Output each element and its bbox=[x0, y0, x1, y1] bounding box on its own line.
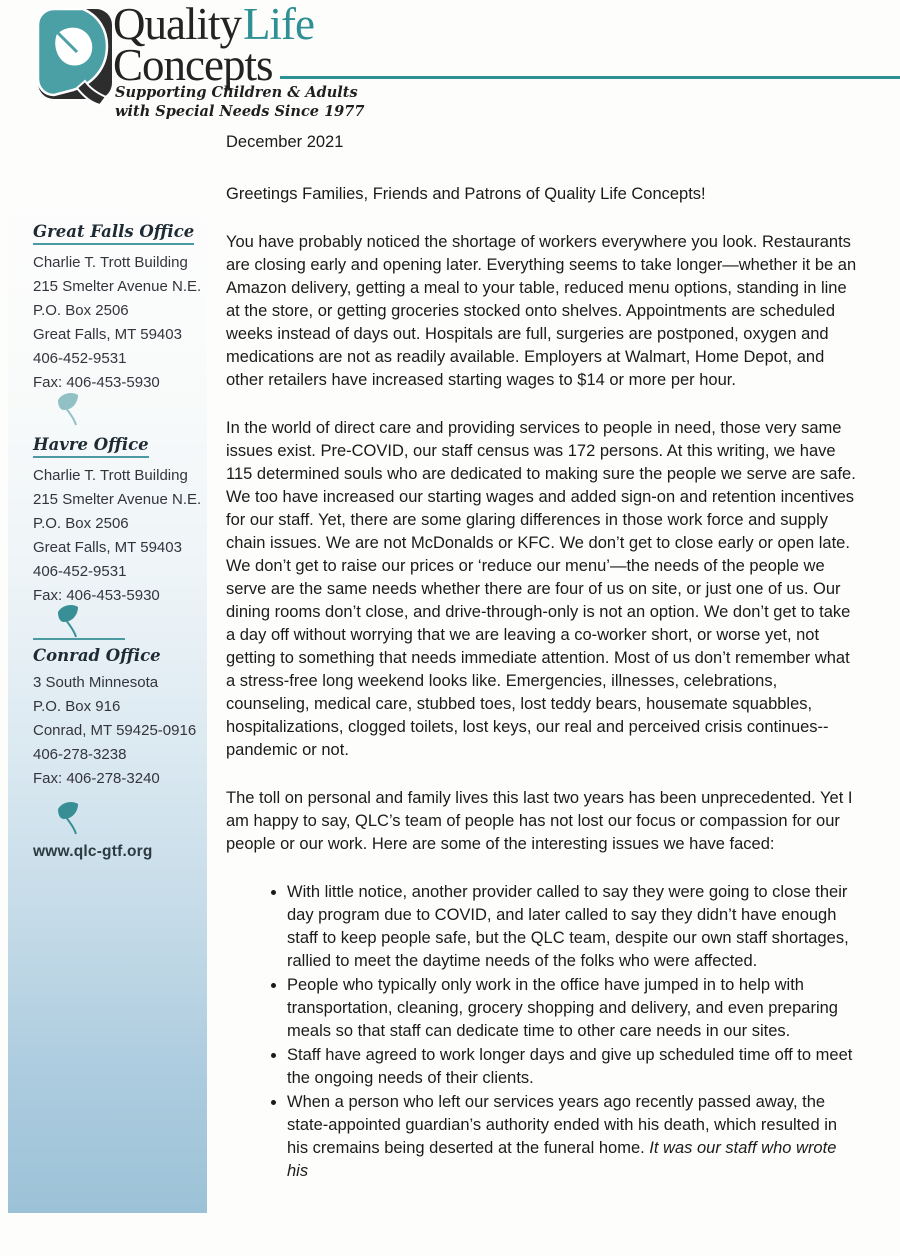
office-address-line: P.O. Box 2506 bbox=[33, 302, 129, 319]
tagline-line-1: Supporting Children & Adults bbox=[115, 84, 358, 101]
wordmark-life: Life bbox=[242, 0, 314, 49]
letter-greeting: Greetings Families, Friends and Patrons of Quality Life Concepts! bbox=[226, 185, 706, 203]
office-fax: Fax: 406-453-5930 bbox=[33, 587, 160, 604]
wordmark-concepts: Concepts bbox=[113, 40, 273, 90]
office-title: Havre Office bbox=[33, 435, 149, 458]
office-sidebar bbox=[8, 195, 207, 1213]
leaf-icon bbox=[53, 391, 83, 432]
wordmark-line-2 bbox=[113, 40, 900, 90]
header-accent-rule bbox=[280, 76, 900, 79]
list-item bbox=[287, 1091, 858, 1183]
qlc-logo-icon bbox=[37, 8, 113, 113]
office-fax: Fax: 406-278-3240 bbox=[33, 770, 160, 787]
issues-list bbox=[226, 881, 858, 1183]
office-phone: 406-452-9531 bbox=[33, 563, 127, 580]
office-address-line: P.O. Box 2506 bbox=[33, 515, 129, 532]
office-block-conrad bbox=[33, 638, 201, 791]
office-address-line: 215 Smelter Avenue N.E. bbox=[33, 491, 202, 508]
office-phone: 406-452-9531 bbox=[33, 350, 127, 367]
office-address-line: Great Falls, MT 59403 bbox=[33, 326, 182, 343]
list-item bbox=[287, 881, 858, 973]
bullet-text: People who typically only work in the office have jumped in to help with transportation, cleaning, grocery shopping and delivery, and even preparing meals so that staff can dedicate time to other care needs in our sites. bbox=[287, 976, 838, 1040]
tagline-line-2: with Special Needs Since 1977 bbox=[115, 103, 365, 120]
office-title: Great Falls Office bbox=[33, 222, 194, 245]
brand-tagline bbox=[115, 83, 364, 121]
office-address-line: Conrad, MT 59425-0916 bbox=[33, 722, 197, 739]
letter-paragraph: You have probably noticed the shortage of workers everywhere you look. Restaurants are closing early and opening later. Everything seems to take longer—whether it be an Amazon delivery, getting a meal to your table, reduced menu options, standing in line at the store, or getting groceries stocked onto shelves. Appointments are scheduled weeks instead of days out. Hospitals are full, surgeries are postponed, oxygen and medications are not as readily available. Employers at Walmart, Home Depot, and other retailers have increased starting wages to $14 or more per hour. bbox=[226, 233, 857, 389]
bullet-italic-text: It was our staff who wrote his bbox=[287, 1139, 837, 1180]
office-address-line: Charlie T. Trott Building bbox=[33, 467, 188, 484]
letter-date: December 2021 bbox=[226, 133, 344, 151]
office-fax: Fax: 406-453-5930 bbox=[33, 374, 160, 391]
list-item bbox=[287, 974, 858, 1043]
bullet-text: When a person who left our services years ago recently passed away, the state-appointed guardian’s authority ended with his death, which resulted in his cremains being deserted at the funeral home. bbox=[287, 1093, 838, 1157]
office-block-havre bbox=[33, 435, 201, 608]
wordmark-line-1 bbox=[113, 0, 900, 49]
office-address-line: Charlie T. Trott Building bbox=[33, 254, 188, 271]
office-address-line: 215 Smelter Avenue N.E. bbox=[33, 278, 202, 295]
office-divider-rule bbox=[33, 638, 125, 640]
office-address-line: Great Falls, MT 59403 bbox=[33, 539, 182, 556]
wordmark-quality: Quality bbox=[113, 0, 241, 49]
list-item bbox=[287, 1044, 858, 1090]
bullet-text: With little notice, another provider called to say they were going to close their day program due to COVID, and later called to say they didn’t have enough staff to keep people safe, but the QLC team, despite our own staff shortages, rallied to meet the daytime needs of the folks who were affected. bbox=[287, 883, 849, 970]
office-address-line: P.O. Box 916 bbox=[33, 698, 121, 715]
letter-paragraph: In the world of direct care and providing services to people in need, those very same issues exist. Pre-COVID, our staff census was 172 persons. At this writing, we have 115 determined souls who are dedicated to making sure the people we serve are safe. We too have increased our starting wages and added sign-on and retention incentives for our staff. Yet, there are some glaring differences in those work force and supply chain issues. We are not McDonalds or KFC. We don’t get to close early or open late. We don’t get to raise our prices or ‘reduce our menu’—the needs of the people we serve are the same needs whether there are four of us on site, or just one of us. Our dining rooms don’t close, and drive-through-only is not an option. We don’t get to take a day off without worrying that we are leaving a co-worker short, or worse yet, not getting to something that needs immediate attention. Most of us don’t remember what a stress-free long weekend looks like. Emergencies, illnesses, celebrations, counseling, medical care, stubbed toes, lost teddy bears, housemate squabbles, hospitalizations, clogged toilets, lost keys, our real and perceived crisis continues--pandemic or not. bbox=[226, 419, 856, 759]
letter-paragraph: The toll on personal and family lives this last two years has been unprecedented. Yet I am happy to say, QLC’s team of people has not lost our focus or compassion for our people or our work. Here are some of the interesting issues we have faced: bbox=[226, 789, 853, 853]
brand-wordmark bbox=[113, 0, 900, 90]
leaf-icon bbox=[53, 800, 83, 841]
website-url: www.qlc-gtf.org bbox=[33, 843, 153, 860]
office-phone: 406-278-3238 bbox=[33, 746, 127, 763]
bullet-text: Staff have agreed to work longer days and give up scheduled time off to meet the ongoing needs of their clients. bbox=[287, 1046, 853, 1087]
letter-body bbox=[226, 131, 858, 1184]
office-title: Conrad Office bbox=[33, 646, 161, 665]
office-address-line: 3 South Minnesota bbox=[33, 674, 159, 691]
office-block-great-falls bbox=[33, 222, 201, 395]
